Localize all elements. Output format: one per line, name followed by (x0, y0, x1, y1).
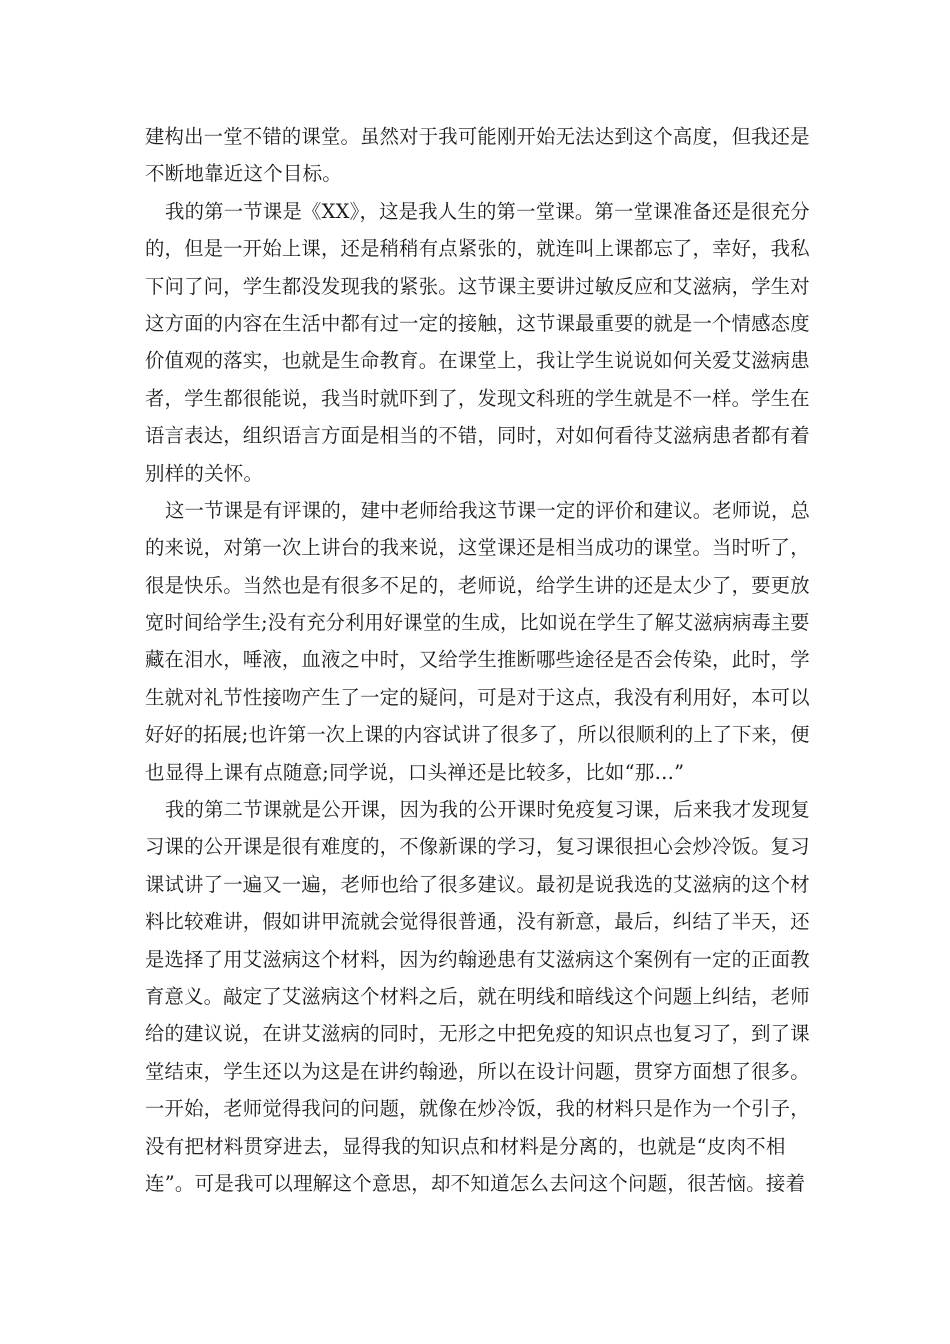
text-line: 一开始，老师觉得我问的问题，就像在炒冷饭，我的材料只是作为一个引子， (145, 1097, 810, 1121)
text-line: 这方面的内容在生活中都有过一定的接触，这节课最重要的就是一个情感态度 (145, 311, 810, 335)
text-line: 习课的公开课是很有难度的，不像新课的学习，复习课很担心会炒冷饭。复习 (145, 835, 810, 859)
text-line: 不断地靠近这个目标。 (145, 162, 343, 186)
text-line: 育意义。敲定了艾滋病这个材料之后，就在明线和暗线这个问题上纠结，老师 (145, 984, 810, 1008)
text-line: 的来说，对第一次上讲台的我来说，这堂课还是相当成功的课堂。当时听了， (145, 536, 810, 560)
text-line: 者，学生都很能说，我当时就吓到了，发现文科班的学生就是不一样。学生在 (145, 386, 810, 410)
text-line: 我的第二节课就是公开课，因为我的公开课时免疫复习课，后来我才发现复 (165, 798, 811, 822)
text-line: 宽时间给学生;没有充分利用好课堂的生成，比如说在学生了解艾滋病病毒主要 (145, 611, 810, 635)
text-line: 这一节课是有评课的，建中老师给我这节课一定的评价和建议。老师说，总 (165, 498, 811, 522)
text-line: 好好的拓展;也许第一次上课的内容试讲了很多了，所以很顺利的上了下来，便 (145, 723, 810, 747)
text-line: 别样的关怀。 (145, 461, 264, 485)
text-line: 的，但是一开始上课，还是稍稍有点紧张的，就连叫上课都忘了，幸好，我私 (145, 237, 810, 261)
text-line: 我的第一节课是《XX》，这是我人生的第一堂课。第一堂课准备还是很充分 (165, 199, 810, 223)
text-line: 课试讲了一遍又一遍，老师也给了很多建议。最初是说我选的艾滋病的这个材 (145, 872, 810, 896)
text-line: 语言表达，组织语言方面是相当的不错，同时，对如何看待艾滋病患者都有着 (145, 424, 810, 448)
text-line: 是选择了用艾滋病这个材料，因为约翰逊患有艾滋病这个案例有一定的正面教 (145, 947, 810, 971)
text-line: 堂结束，学生还以为这是在讲约翰逊，所以在设计问题，贯穿方面想了很多。 (145, 1059, 810, 1083)
text-line: 也显得上课有点随意;同学说，口头禅还是比较多，比如“那…” (145, 760, 685, 784)
text-line: 价值观的落实，也就是生命教育。在课堂上，我让学生说说如何关爱艾滋病患 (145, 349, 810, 373)
text-line: 建构出一堂不错的课堂。虽然对于我可能刚开始无法达到这个高度，但我还是 (145, 125, 810, 148)
text-line: 连”。可是我可以理解这个意思，却不知道怎么去问这个问题，很苦恼。接着 (145, 1171, 806, 1195)
text-line: 藏在泪水，唾液，血液之中时，又给学生推断哪些途径是否会传染，此时，学 (145, 648, 810, 672)
text-line: 很是快乐。当然也是有很多不足的，老师说，给学生讲的还是太少了，要更放 (145, 573, 810, 597)
text-line: 生就对礼节性接吻产生了一定的疑问，可是对于这点，我没有利用好，本可以 (145, 685, 810, 709)
document-body (145, 118, 810, 1202)
text-line: 下问了问，学生都没发现我的紧张。这节课主要讲过敏反应和艾滋病，学生对 (145, 274, 810, 298)
text-line: 给的建议说，在讲艾滋病的同时，无形之中把免疫的知识点也复习了，到了课 (145, 1022, 810, 1046)
text-line: 没有把材料贯穿进去，显得我的知识点和材料是分离的，也就是“皮肉不相 (145, 1134, 786, 1158)
text-line: 料比较难讲，假如讲甲流就会觉得很普通，没有新意，最后，纠结了半天，还 (145, 910, 810, 934)
